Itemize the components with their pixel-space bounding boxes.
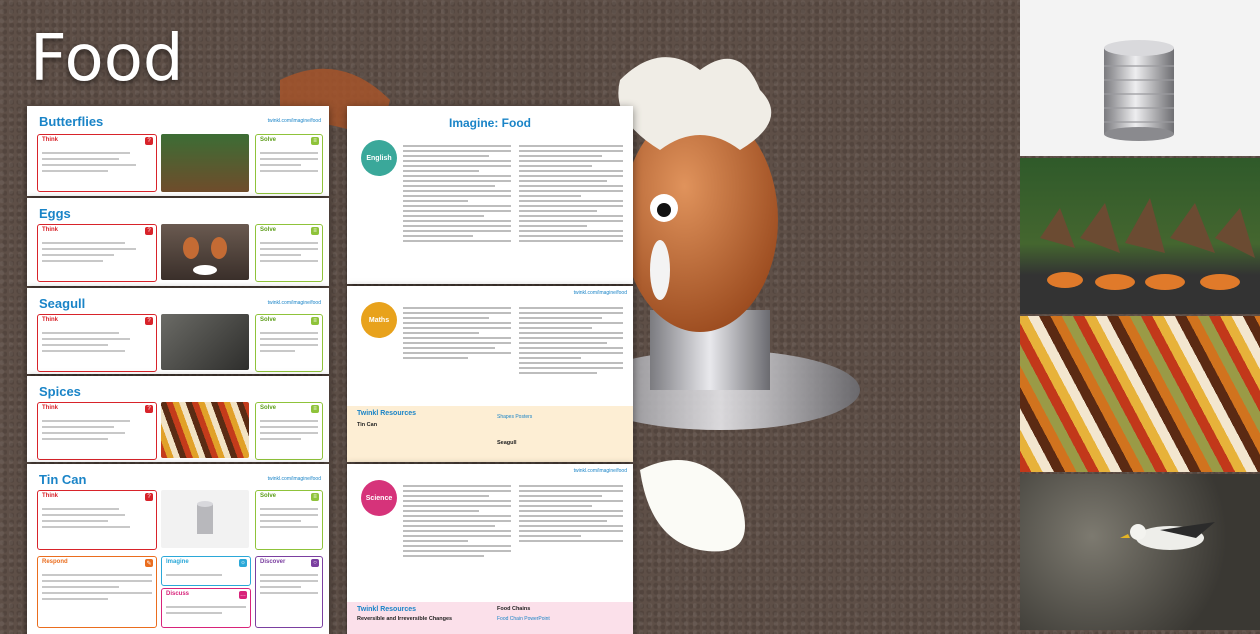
pencil-icon: ✎: [146, 560, 152, 567]
think-box: Think ?: [37, 224, 157, 282]
spices-photo: [161, 402, 249, 458]
page-title: Food: [30, 22, 184, 96]
topic-url: twinkl.com/imagine/food: [573, 468, 627, 474]
calculator-icon: ≡: [311, 405, 319, 413]
question-icon: ?: [145, 137, 153, 145]
speech-icon: …: [240, 592, 246, 598]
butterflies-image: [1020, 158, 1260, 314]
maths-column-left: [403, 304, 511, 362]
worksheet-title: Spices: [39, 384, 81, 399]
topic-sheet-maths[interactable]: [347, 286, 633, 462]
english-column-right: [519, 142, 623, 245]
topic-url: twinkl.com/imagine/food: [573, 290, 627, 296]
magnifier-icon: ○: [311, 559, 319, 567]
imagine-box: Imagine ☼: [161, 556, 251, 586]
worksheet-title: Eggs: [39, 206, 71, 221]
question-icon: ?: [145, 493, 153, 501]
worksheet-url: twinkl.com/imagine/food: [267, 118, 321, 124]
solve-box: Solve ≡: [255, 490, 323, 550]
question-icon: ?: [145, 317, 153, 325]
subject-badge-english: English: [361, 140, 397, 176]
solve-box: Solve ≡: [255, 134, 323, 194]
discuss-box: Discuss …: [161, 588, 251, 628]
calculator-icon: ≡: [311, 137, 319, 145]
resource-link[interactable]: Shapes Posters: [497, 414, 533, 420]
worksheet-eggs[interactable]: [27, 198, 329, 286]
calculator-icon: ≡: [311, 227, 319, 235]
eggs-photo: [161, 224, 249, 280]
maths-resources: Twinkl Resources Tin Can Shapes Posters Seagull: [347, 406, 633, 462]
think-box: Think ?: [37, 314, 157, 372]
worksheet-title: Butterflies: [39, 114, 104, 129]
resource-link[interactable]: Food Chain PowerPoint: [497, 616, 550, 622]
tin-can-image: [1020, 0, 1260, 156]
solve-box: Solve ≡: [255, 314, 323, 372]
lightbulb-icon: ☼: [240, 560, 246, 566]
discover-box: Discover ○: [255, 556, 323, 628]
think-box: Think ?: [37, 134, 157, 192]
butterflies-photo: [161, 134, 249, 192]
worksheet-title: Seagull: [39, 296, 86, 311]
english-column-left: [403, 142, 511, 245]
science-column-left: [403, 482, 511, 560]
subject-badge-maths: Maths: [361, 302, 397, 338]
calculator-icon: ≡: [311, 317, 319, 325]
topic-sheet-english[interactable]: [347, 106, 633, 284]
tin-can-photo: [161, 490, 249, 548]
worksheet-spices[interactable]: [27, 376, 329, 462]
worksheet-butterflies[interactable]: [27, 106, 329, 196]
worksheet-tin-can[interactable]: [27, 464, 329, 634]
solve-box: Solve ≡: [255, 224, 323, 282]
spices-image: [1020, 316, 1260, 472]
seagull-photo: [161, 314, 249, 370]
think-box: Think ?: [37, 490, 157, 550]
question-icon: ?: [145, 405, 153, 413]
science-column-right: [519, 482, 623, 545]
question-icon: ?: [145, 227, 153, 235]
think-box: Think ?: [37, 402, 157, 460]
worksheet-url: twinkl.com/imagine/food: [267, 476, 321, 482]
maths-column-right: [519, 304, 623, 377]
worksheet-title: Tin Can: [39, 472, 87, 487]
topic-heading: Imagine: Food: [449, 116, 531, 130]
worksheet-seagull[interactable]: [27, 288, 329, 374]
solve-box: Solve ≡: [255, 402, 323, 460]
worksheet-url: twinkl.com/imagine/food: [267, 300, 321, 306]
calculator-icon: ≡: [311, 493, 319, 501]
science-resources: Twinkl Resources Reversible and Irreversible Changes Food Chains Food Chain PowerPoint: [347, 602, 633, 634]
subject-badge-science: Science: [361, 480, 397, 516]
respond-box: Respond ✎: [37, 556, 157, 628]
seagull-image: [1020, 474, 1260, 630]
topic-sheet-science[interactable]: [347, 464, 633, 634]
